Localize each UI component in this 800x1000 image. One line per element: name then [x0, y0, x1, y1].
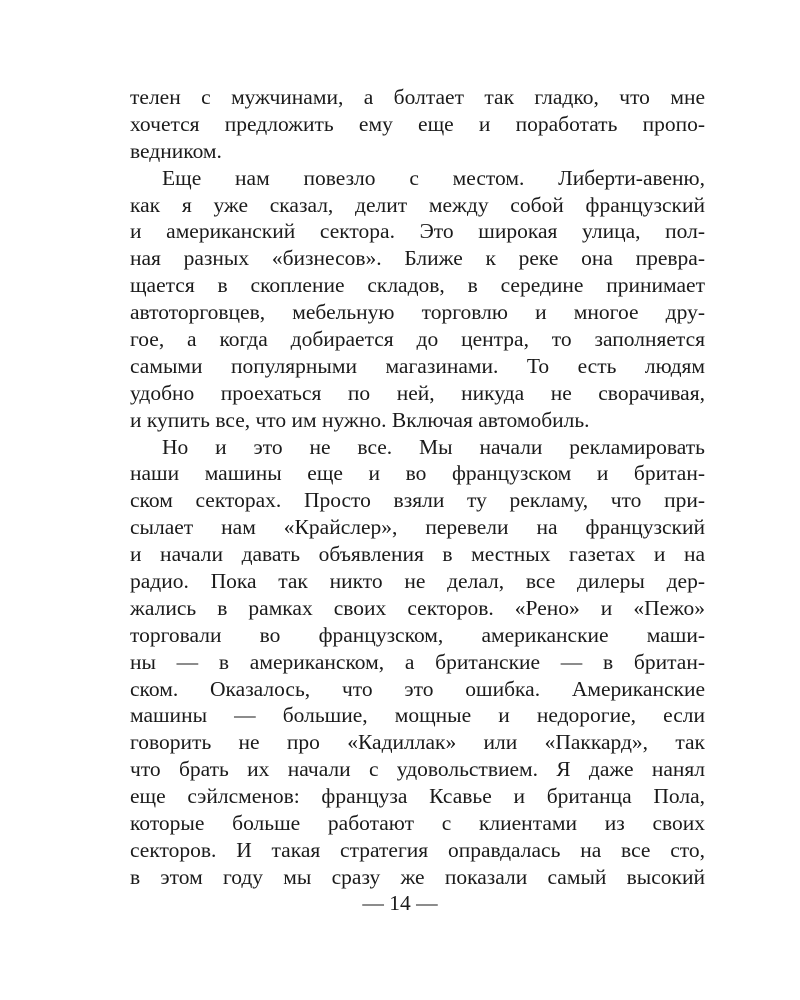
text-line: телен с мужчинами, а болтает так гладко, что мне [130, 85, 705, 109]
text-line: и американский сектора. Это широкая улица, пол- [130, 219, 705, 244]
text-line: как я уже сказал, делит между собой французский [130, 192, 705, 217]
text-line: что брать их начали с удовольствием. Я даже нанял [130, 757, 705, 782]
page-number: — 14 — [362, 891, 438, 915]
text-line: и начали давать объявления в местных газетах и на [130, 542, 705, 567]
text-line: говорить не про «Кадиллак» или «Паккард», так [130, 730, 705, 755]
text-line: автоторговцев, мебельную торговлю и многое дру- [130, 300, 705, 325]
text-line: ны — в американском, а британские — в британ- [130, 649, 705, 674]
text-line: удобно проехаться по ней, никуда не сворачивая, [130, 380, 705, 405]
text-line: секторов. И такая стратегия оправдалась на все сто, [130, 837, 705, 862]
text-line: радио. Пока так никто не делал, все дилеры дер- [130, 569, 705, 594]
text-line: и купить все, что им нужно. Включая автомобиль. [130, 407, 590, 432]
text-line: щается в скопление складов, в середине принимает [130, 273, 705, 298]
text-line: сылает нам «Крайслер», перевели на французский [130, 515, 705, 540]
text-line: наши машины еще и во французском и британ- [130, 461, 705, 486]
text-line: жались в рамках своих секторов. «Рено» и «Пежо» [130, 595, 705, 620]
text-line: ском. Оказалось, что это ошибка. Американские [130, 676, 705, 701]
text-line: ском секторах. Просто взяли ту рекламу, что при- [130, 488, 705, 513]
body-text [130, 84, 705, 891]
text-line: которые больше работают с клиентами из своих [130, 811, 705, 836]
text-line: ведником. [130, 138, 222, 163]
text-line: Еще нам повезло с местом. Либерти-авеню, [162, 165, 705, 190]
text-line: в этом году мы сразу же показали самый высокий [130, 864, 705, 889]
text-line: ная разных «бизнесов». Ближе к реке она превра- [130, 246, 705, 271]
text-line: самыми популярными магазинами. То есть людям [130, 353, 705, 378]
text-line: машины — большие, мощные и недорогие, если [130, 703, 705, 728]
text-line: Но и это не все. Мы начали рекламировать [162, 434, 705, 459]
text-line: еще сэйлсменов: француза Ксавье и британца Пола, [130, 784, 705, 809]
text-line: хочется предложить ему еще и поработать пропо- [130, 111, 705, 136]
text-line: торговали во французском, американские маши- [130, 622, 705, 647]
text-line: гое, а когда добирается до центра, то заполняется [130, 327, 705, 352]
